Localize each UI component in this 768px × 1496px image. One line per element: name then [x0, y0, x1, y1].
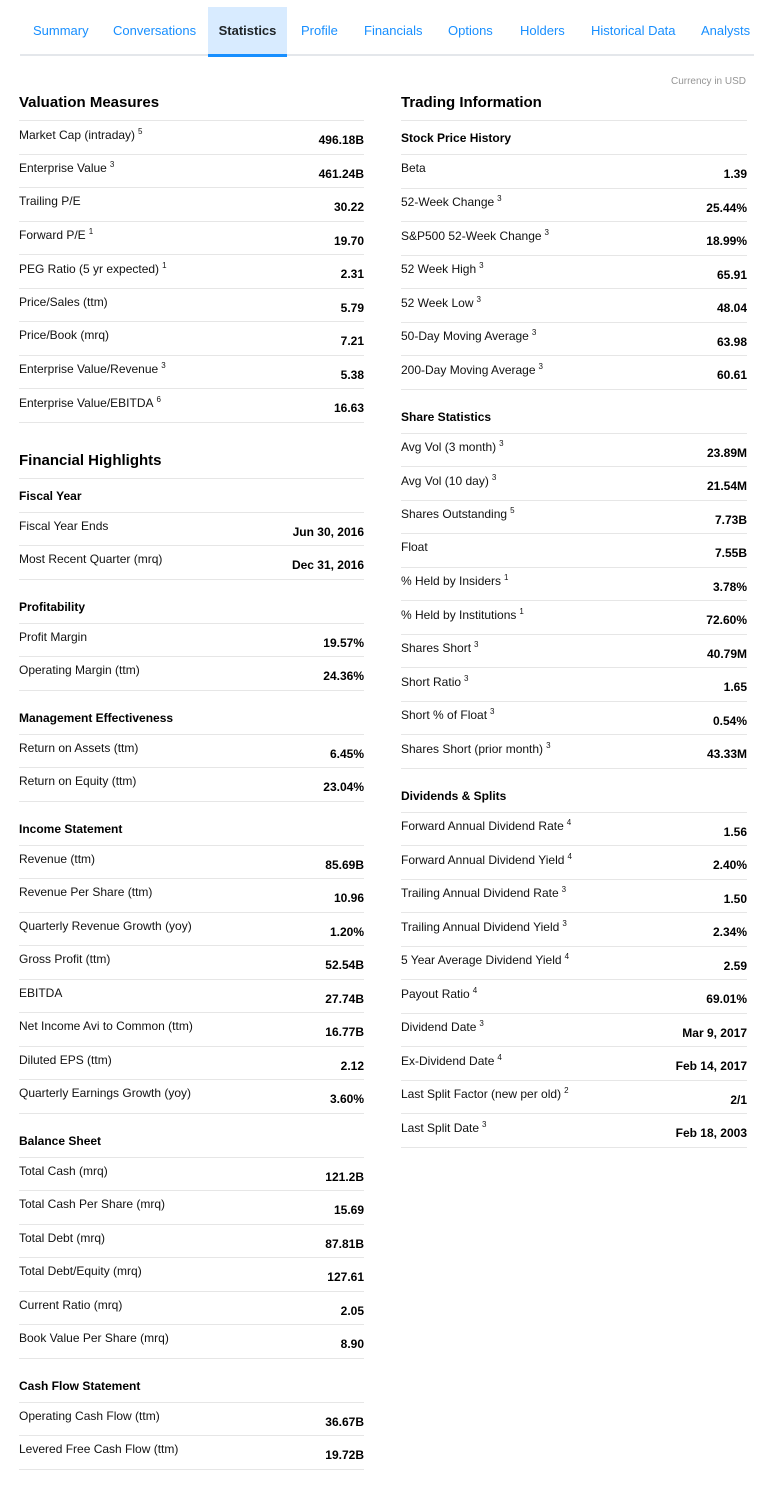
row-value: 1.65 — [723, 680, 747, 695]
row-label-text: Revenue (ttm) — [19, 851, 96, 866]
row-value: 40.79M — [706, 646, 747, 661]
row-label — [19, 361, 166, 382]
table-row — [401, 1114, 747, 1148]
tab-profile[interactable]: Profile — [301, 23, 338, 38]
row-value: 3.60% — [329, 1092, 364, 1107]
tab-options[interactable]: Options — [448, 23, 493, 38]
row-value: 19.72B — [325, 1448, 364, 1463]
table-row — [401, 568, 747, 602]
footnote-marker: 4 — [564, 952, 570, 962]
row-value: Feb 18, 2003 — [675, 1126, 747, 1141]
row-label-text: Last Split Date — [401, 1120, 480, 1135]
row-label — [19, 160, 114, 181]
row-label-text: 52-Week Change — [401, 195, 495, 210]
table-row — [401, 189, 747, 223]
row-label-text: % Held by Insiders — [401, 574, 502, 589]
table-row — [401, 601, 747, 635]
row-value: Dec 31, 2016 — [291, 558, 364, 573]
row-label — [19, 663, 140, 683]
row-label-text: S&P500 52-Week Change — [401, 228, 542, 243]
footnote-marker: 3 — [491, 472, 497, 482]
table-row — [19, 255, 364, 289]
row-label-text: Price/Book (mrq) — [19, 328, 110, 343]
tab-conversations[interactable]: Conversations — [113, 23, 197, 38]
row-label — [19, 852, 95, 872]
table-row — [19, 1258, 364, 1292]
footnote-marker: 3 — [109, 160, 115, 170]
row-label-text: Total Debt (mrq) — [19, 1230, 106, 1245]
subsection-title: Share Statistics — [401, 400, 747, 434]
row-label-text: PEG Ratio (5 yr expected) — [19, 261, 160, 276]
row-label-text: Operating Margin (ttm) — [19, 663, 140, 678]
footnote-marker: 1 — [504, 573, 509, 583]
row-label — [401, 674, 468, 695]
footnote-marker: 4 — [567, 851, 572, 861]
row-value: 2.59 — [723, 958, 747, 973]
table-row — [19, 356, 364, 390]
row-label-text: Enterprise Value/Revenue — [19, 362, 159, 377]
row-value: 2/1 — [730, 1092, 747, 1107]
row-value: 65.91 — [716, 267, 747, 282]
row-label-text: 50-Day Moving Average — [401, 329, 529, 344]
valuation-measures-table — [19, 121, 364, 423]
row-label — [19, 519, 108, 539]
quote-nav-tabs — [0, 7, 768, 57]
row-label-text: Total Cash Per Share (mrq) — [19, 1197, 166, 1212]
row-label — [401, 1053, 502, 1074]
row-value: 6.45% — [329, 746, 364, 761]
row-value: 48.04 — [716, 301, 747, 316]
row-label-text: Diluted EPS (ttm) — [19, 1052, 112, 1067]
table-row — [19, 913, 364, 947]
footnote-marker: 2 — [564, 1086, 569, 1096]
footnote-marker: 3 — [499, 439, 504, 449]
row-label — [19, 1409, 160, 1429]
row-label — [401, 295, 481, 316]
row-label — [401, 986, 477, 1007]
table-row — [19, 1225, 364, 1259]
row-label — [19, 1264, 142, 1284]
table-row — [401, 913, 747, 947]
tab-historical-data[interactable]: Historical Data — [591, 23, 676, 38]
row-value: 1.56 — [723, 824, 747, 839]
row-label-text: Total Debt/Equity (mrq) — [19, 1264, 142, 1279]
table-row — [401, 635, 747, 669]
tab-financials[interactable]: Financials — [364, 23, 423, 38]
row-value: 2.05 — [340, 1303, 364, 1318]
row-label-text: Float — [401, 540, 428, 555]
footnote-marker: 6 — [156, 394, 161, 404]
row-value: 16.77B — [325, 1025, 364, 1040]
table-row — [19, 188, 364, 222]
table-row — [401, 323, 747, 357]
table-row — [401, 467, 747, 501]
table-row — [19, 222, 364, 256]
row-label — [401, 1019, 484, 1040]
row-label-text: Dividend Date — [401, 1020, 477, 1035]
tab-holders[interactable]: Holders — [520, 23, 565, 38]
row-label — [19, 1331, 169, 1351]
table-row — [19, 513, 364, 547]
row-label — [401, 328, 536, 349]
row-label — [19, 1298, 122, 1318]
table-row — [401, 668, 747, 702]
table-row — [401, 813, 747, 847]
tab-analysts[interactable]: Analysts — [701, 23, 751, 38]
row-label-text: Net Income Avi to Common (ttm) — [19, 1019, 193, 1034]
row-value: 30.22 — [333, 200, 364, 215]
trading-information-title: Trading Information — [401, 93, 747, 121]
row-label-text: Most Recent Quarter (mrq) — [19, 552, 163, 567]
row-value: 19.70 — [333, 233, 364, 248]
row-label — [19, 328, 109, 348]
row-label — [401, 741, 551, 762]
row-value: 15.69 — [333, 1203, 364, 1218]
row-label — [401, 439, 504, 460]
subsection-title: Dividends & Splits — [401, 779, 747, 813]
row-value: 5.79 — [340, 300, 364, 315]
row-label — [19, 227, 93, 248]
subsection-title: Stock Price History — [401, 121, 747, 155]
row-value: 2.34% — [712, 925, 747, 940]
table-row — [19, 657, 364, 691]
row-label — [19, 1231, 105, 1251]
row-label — [401, 261, 484, 282]
row-label — [19, 986, 62, 1006]
row-label — [401, 885, 566, 906]
footnote-marker: 4 — [472, 985, 478, 995]
row-value: 0.54% — [712, 713, 747, 728]
valuation-measures-title: Valuation Measures — [19, 93, 364, 121]
row-value: 72.60% — [706, 613, 747, 628]
row-label-text: Last Split Factor (new per old) — [401, 1087, 562, 1102]
footnote-marker: 3 — [479, 1019, 484, 1029]
row-label-text: Price/Sales (ttm) — [19, 294, 108, 309]
row-value: 16.63 — [333, 401, 364, 416]
table-row — [401, 356, 747, 390]
row-label-text: EBITDA — [19, 985, 63, 1000]
row-label — [19, 741, 138, 761]
row-label-text: Revenue Per Share (ttm) — [19, 885, 153, 900]
row-value: 1.39 — [723, 167, 747, 182]
table-row — [19, 1158, 364, 1192]
row-value: 7.55B — [714, 546, 747, 561]
currency-note: Currency in USD — [670, 76, 746, 87]
row-label-text: Book Value Per Share (mrq) — [19, 1331, 169, 1346]
table-row — [401, 1014, 747, 1048]
row-value: 1.50 — [723, 891, 747, 906]
footnote-marker: 3 — [474, 640, 479, 650]
footnote-marker: 3 — [538, 361, 543, 371]
row-value: 127.61 — [327, 1270, 364, 1285]
table-row — [19, 546, 364, 580]
footnote-marker: 3 — [531, 328, 537, 338]
row-label-text: Gross Profit (ttm) — [19, 952, 111, 967]
table-row — [401, 947, 747, 981]
row-label-text: Avg Vol (3 month) — [401, 440, 497, 455]
table-row — [401, 222, 747, 256]
row-label-text: Fiscal Year Ends — [19, 518, 109, 533]
row-label — [401, 640, 479, 661]
row-label-text: Trailing P/E — [19, 194, 81, 209]
row-value: 2.12 — [340, 1058, 364, 1073]
row-label-text: % Held by Institutions — [401, 607, 517, 622]
table-row — [401, 256, 747, 290]
row-label — [19, 1053, 112, 1073]
footnote-marker: 3 — [497, 194, 502, 204]
row-label — [19, 1197, 165, 1217]
row-label-text: Levered Free Cash Flow (ttm) — [19, 1442, 179, 1457]
footnote-marker: 1 — [88, 227, 94, 237]
row-label-text: Current Ratio (mrq) — [19, 1297, 123, 1312]
row-label-text: Shares Short (prior month) — [401, 741, 544, 756]
table-row — [19, 768, 364, 802]
row-value: 87.81B — [325, 1236, 364, 1251]
table-row — [401, 501, 747, 535]
row-label — [401, 473, 496, 494]
row-value: Feb 14, 2017 — [675, 1059, 747, 1074]
table-row — [401, 846, 747, 880]
footnote-marker: 3 — [490, 707, 495, 717]
row-label — [401, 852, 572, 873]
footnote-marker: 3 — [479, 261, 484, 271]
row-label — [19, 630, 87, 650]
footnote-marker: 3 — [561, 885, 567, 895]
subsection-title: Profitability — [19, 590, 364, 624]
row-label-text: 5 Year Average Dividend Yield — [401, 953, 562, 968]
row-value: 5.38 — [340, 367, 364, 382]
row-value: 36.67B — [325, 1414, 364, 1429]
footnote-marker: 3 — [482, 1119, 487, 1129]
row-label-text: Enterprise Value/EBITDA — [19, 395, 154, 410]
table-row — [401, 702, 747, 736]
row-label-text: 52 Week Low — [401, 295, 474, 310]
row-value: 25.44% — [706, 200, 747, 215]
footnote-marker: 3 — [544, 227, 549, 237]
row-label — [401, 161, 426, 181]
row-label — [401, 1120, 487, 1141]
table-row — [401, 980, 747, 1014]
footnote-marker: 5 — [138, 126, 143, 136]
table-row — [19, 624, 364, 658]
footnote-marker: 4 — [566, 818, 572, 828]
row-label-text: Short % of Float — [401, 708, 488, 723]
row-label — [19, 295, 108, 315]
row-label — [19, 395, 161, 416]
subsection-title: Income Statement — [19, 812, 364, 846]
footnote-marker: 3 — [546, 740, 551, 750]
table-row — [19, 155, 364, 189]
row-label-text: Return on Equity (ttm) — [19, 774, 137, 789]
row-value: 496.18B — [318, 133, 364, 148]
row-value: 18.99% — [706, 234, 747, 249]
subsection-title: Balance Sheet — [19, 1124, 364, 1158]
row-label-text: Forward Annual Dividend Rate — [401, 819, 564, 834]
row-value: 2.31 — [340, 267, 364, 282]
row-label-text: Quarterly Earnings Growth (yoy) — [19, 1086, 192, 1101]
subsection-title: Management Effectiveness — [19, 701, 364, 735]
row-value: 3.78% — [712, 579, 747, 594]
table-row — [401, 880, 747, 914]
table-row — [19, 846, 364, 880]
row-value: 27.74B — [325, 991, 364, 1006]
table-row — [19, 1292, 364, 1326]
row-value: 21.54M — [706, 479, 747, 494]
row-label — [19, 885, 152, 905]
right-column — [401, 93, 747, 1148]
row-value: 8.90 — [340, 1337, 364, 1352]
row-label-text: Enterprise Value — [19, 161, 107, 176]
row-value: 461.24B — [318, 166, 364, 181]
table-row — [401, 1047, 747, 1081]
row-value: 60.61 — [716, 368, 747, 383]
table-row — [19, 735, 364, 769]
row-value: 19.57% — [323, 635, 364, 650]
table-row — [19, 322, 364, 356]
row-label-text: Trailing Annual Dividend Rate — [401, 886, 559, 901]
left-column — [19, 93, 364, 1470]
trading-information-table — [401, 121, 747, 1148]
table-row — [401, 735, 747, 769]
row-value: 7.21 — [340, 334, 364, 349]
row-label — [19, 1019, 193, 1039]
row-label — [19, 952, 110, 972]
row-label-text: Operating Cash Flow (ttm) — [19, 1408, 160, 1423]
footnote-marker: 3 — [476, 294, 481, 304]
table-row — [19, 1325, 364, 1359]
row-label — [19, 261, 167, 282]
table-row — [19, 879, 364, 913]
row-label-text: Total Cash (mrq) — [19, 1163, 108, 1178]
row-label — [401, 228, 549, 249]
row-label — [19, 1086, 191, 1106]
row-label-text: Short Ratio — [401, 674, 462, 689]
tab-statistics[interactable]: Statistics — [208, 7, 287, 57]
row-value: 2.40% — [712, 858, 747, 873]
row-label — [19, 1164, 108, 1184]
table-row — [401, 289, 747, 323]
row-label — [401, 1086, 569, 1107]
row-label — [401, 818, 571, 839]
row-label — [401, 919, 567, 940]
row-label-text: Shares Short — [401, 641, 472, 656]
row-label-text: Market Cap (intraday) — [19, 127, 136, 142]
row-label-text: Quarterly Revenue Growth (yoy) — [19, 918, 192, 933]
table-row — [19, 289, 364, 323]
footnote-marker: 3 — [562, 918, 567, 928]
financial-highlights-table — [19, 479, 364, 1470]
table-row — [19, 1047, 364, 1081]
row-label-text: Forward Annual Dividend Yield — [401, 852, 565, 867]
row-value: Mar 9, 2017 — [682, 1025, 747, 1040]
row-label-text: Ex-Dividend Date — [401, 1053, 495, 1068]
tab-summary[interactable]: Summary — [33, 23, 89, 38]
row-label — [401, 952, 569, 973]
financial-highlights-title: Financial Highlights — [19, 451, 364, 479]
row-value: 52.54B — [325, 958, 364, 973]
row-label — [401, 194, 502, 215]
row-label — [19, 774, 136, 794]
row-label — [19, 194, 81, 214]
table-row — [401, 155, 747, 189]
row-label-text: Avg Vol (10 day) — [401, 473, 489, 488]
row-value: 7.73B — [714, 512, 747, 527]
footnote-marker: 1 — [519, 606, 524, 616]
table-row — [19, 1080, 364, 1114]
row-label-text: 200-Day Moving Average — [401, 362, 536, 377]
row-value: Jun 30, 2016 — [292, 524, 364, 539]
row-value: 1.20% — [329, 924, 364, 939]
row-label-text: Return on Assets (ttm) — [19, 740, 139, 755]
table-row — [19, 946, 364, 980]
row-label-text: Beta — [401, 161, 426, 176]
row-label — [401, 506, 515, 527]
row-label-text: 52 Week High — [401, 262, 477, 277]
row-value: 23.04% — [323, 780, 364, 795]
table-row — [401, 534, 747, 568]
footnote-marker: 3 — [464, 673, 469, 683]
row-label — [19, 127, 143, 148]
row-label — [19, 919, 192, 939]
table-row — [401, 434, 747, 468]
row-label-text: Profit Margin — [19, 629, 88, 644]
footnote-marker: 4 — [497, 1052, 502, 1062]
footnote-marker: 5 — [510, 506, 515, 516]
row-label-text: Payout Ratio — [401, 986, 470, 1001]
row-label — [401, 573, 509, 594]
subsection-title: Fiscal Year — [19, 479, 364, 513]
table-row — [401, 1081, 747, 1115]
row-label — [401, 707, 495, 728]
row-label — [401, 540, 428, 560]
row-label — [19, 552, 162, 572]
row-label — [401, 362, 543, 383]
table-row — [19, 389, 364, 423]
row-value: 23.89M — [706, 445, 747, 460]
subsection-title: Cash Flow Statement — [19, 1369, 364, 1403]
row-value: 69.01% — [706, 992, 747, 1007]
row-label — [19, 1442, 178, 1462]
row-value: 85.69B — [325, 857, 364, 872]
row-label-text: Shares Outstanding — [401, 507, 508, 522]
footnote-marker: 3 — [161, 361, 166, 371]
table-row — [19, 1013, 364, 1047]
table-row — [19, 1436, 364, 1470]
row-label — [401, 607, 524, 628]
row-label-text: Forward P/E — [19, 228, 86, 243]
row-value: 121.2B — [325, 1169, 364, 1184]
table-row — [19, 1191, 364, 1225]
row-label-text: Trailing Annual Dividend Yield — [401, 919, 560, 934]
footnote-marker: 1 — [162, 260, 167, 270]
row-value: 24.36% — [323, 669, 364, 684]
row-value: 10.96 — [333, 891, 364, 906]
row-value: 43.33M — [706, 747, 747, 762]
table-row — [19, 121, 364, 155]
table-row — [19, 1403, 364, 1437]
table-row — [19, 980, 364, 1014]
row-value: 63.98 — [716, 334, 747, 349]
